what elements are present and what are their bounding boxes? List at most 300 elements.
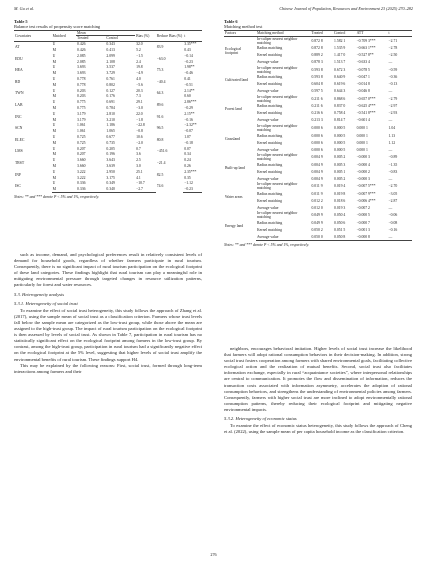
- paragraph: To examine the effect of economic status heterogeneity, this study follows the approach of Cheng et al. (2022), using the sample mean of per capita household income as the classification criterion.: [224, 423, 412, 435]
- table-cell: 0.802: [106, 82, 115, 87]
- table-cell: 0.049 9: [311, 220, 323, 225]
- reduce-bias-cell: 83.9: [156, 45, 164, 50]
- table-cell: −0.08: [388, 220, 398, 225]
- table-cell: 1.186: [106, 123, 115, 128]
- table-cell: 0.837 0: [334, 104, 346, 109]
- table-row: [224, 182, 412, 190]
- table-cell: 22.0: [136, 111, 143, 116]
- table-cell: −2.0: [136, 140, 143, 145]
- table6-block: [224, 19, 412, 247]
- table-cell: 0.778: [77, 82, 86, 87]
- table-cell: 0.593 8: [311, 67, 323, 72]
- table-cell: 0.019 3: [334, 205, 346, 210]
- table-cell: −0.14: [184, 53, 193, 58]
- table-cell: 3.639: [106, 163, 115, 168]
- table6-header-cell: t: [388, 30, 412, 36]
- table-cell: −2.87: [388, 198, 398, 203]
- table-cell: Average value: [256, 89, 279, 94]
- table-cell: U: [52, 111, 56, 116]
- covariate-cell: TRST: [15, 161, 25, 166]
- table-cell: 0.000 1: [356, 126, 368, 131]
- table-cell: In-caliper nearest neighbor matching: [256, 94, 298, 103]
- table-cell: 0.005 2: [334, 155, 346, 160]
- table-cell: Radius matching: [256, 162, 283, 167]
- table-cell: 0.24: [184, 158, 191, 163]
- table-cell: 3.0: [136, 163, 141, 168]
- table-cell: 0.814 7: [334, 118, 346, 123]
- table-cell: 2.4: [136, 59, 141, 64]
- table-cell: 0.207: [77, 152, 86, 157]
- table-row: [224, 211, 412, 219]
- table-cell: M: [52, 82, 56, 87]
- table-cell: 3.660: [77, 163, 86, 168]
- table-cell: 0.050 0: [310, 234, 333, 241]
- table-cell: −0.000 7: [356, 220, 370, 225]
- table-cell: 2.085: [77, 59, 86, 64]
- table-cell: Average value: [256, 60, 279, 65]
- section-heading: 5.3. Heterogeneity analysis: [14, 291, 65, 297]
- table-cell: 0.725: [77, 134, 86, 139]
- table-cell: 25.1: [136, 169, 143, 174]
- table-cell: 0.597 5: [311, 89, 323, 94]
- table-cell: 1.065: [106, 129, 115, 134]
- table-cell: 0.336: [77, 181, 86, 186]
- table-cell: −0.83: [388, 169, 398, 174]
- table-cell: 1.04: [388, 126, 396, 131]
- table-cell: 0.000 5: [334, 140, 346, 145]
- table-cell: 1.417 0: [334, 53, 346, 58]
- table-cell: 3.6: [136, 152, 141, 157]
- table-cell: 1.13: [388, 133, 396, 138]
- table-cell: M: [52, 129, 56, 134]
- table-cell: M: [52, 175, 56, 180]
- table-cell: 2.15**: [184, 111, 195, 116]
- table-cell: 0.205: [106, 146, 115, 151]
- table-cell: 0.778: [77, 76, 86, 81]
- table6: [224, 30, 412, 241]
- table-cell: Radius matching: [256, 75, 283, 80]
- table-cell: −0.89: [388, 155, 398, 160]
- table-cell: −0.007 2: [356, 205, 370, 210]
- table-cell: 0.004 9: [311, 169, 323, 174]
- table-cell: 0.872 8: [311, 38, 323, 43]
- table-cell: Kernel matching: [256, 140, 283, 145]
- table6-header-cell: Matching method: [256, 30, 311, 36]
- table-row: [224, 153, 412, 161]
- reduce-bias-cell: 91.6: [156, 114, 164, 119]
- table-cell: 0.000 6: [311, 147, 323, 152]
- table-cell: M: [52, 47, 56, 52]
- table-cell: 3.175: [106, 175, 115, 180]
- table-cell: 3.643: [106, 158, 115, 163]
- table-cell: 2.86***: [184, 100, 197, 105]
- table-cell: 3.35***: [184, 42, 197, 47]
- table-cell: 0.426: [77, 47, 86, 52]
- header-authors: M. Gu et al.: [14, 6, 35, 11]
- table-cell: −0.000 5: [356, 213, 370, 218]
- covariate-cell: LAB: [15, 103, 23, 108]
- right-body-text: [224, 346, 412, 435]
- table-cell: In-caliper nearest neighbor matching: [256, 124, 298, 133]
- table-cell: 0.050 6: [334, 220, 346, 225]
- table-cell: —: [388, 205, 393, 210]
- reduce-bias-cell: 74.6: [156, 184, 164, 189]
- table-cell: −5.6: [136, 82, 143, 87]
- table-cell: −2.93: [388, 111, 398, 116]
- table-cell: M: [52, 71, 56, 76]
- table-cell: U: [52, 123, 56, 128]
- table-cell: 0.340: [105, 186, 135, 192]
- table-cell: In-caliper nearest neighbor matching: [256, 65, 298, 74]
- page-number: 276: [210, 552, 217, 557]
- table-cell: −0.007 5***: [356, 184, 376, 189]
- table-cell: 0.000 1: [356, 133, 368, 138]
- table-cell: 0.43: [184, 47, 191, 52]
- table-cell: −2.79: [388, 96, 398, 101]
- table-cell: −0.014 8: [356, 82, 370, 87]
- table-cell: −2.78: [388, 46, 398, 51]
- factor-cell: Water areas: [225, 194, 243, 199]
- reduce-bias-cell: 80.8: [156, 137, 164, 142]
- table-cell: M: [52, 117, 56, 122]
- table-cell: 0.41: [184, 76, 191, 81]
- table5-note: Notes: ** and *** denote P < 5% and 1%, respectively.: [14, 194, 100, 199]
- table-cell: Kernel matching: [256, 228, 283, 232]
- table-cell: 2.35***: [184, 169, 197, 174]
- table-cell: —: [388, 118, 393, 123]
- table-cell: 5.2: [136, 47, 141, 52]
- table-cell: 0.203: [77, 88, 86, 93]
- table5-header-cell: Reduce Bias (%): [156, 30, 183, 41]
- table-cell: 0.196: [106, 152, 115, 157]
- subsection-heading: 5.3.1. Heterogeneity of social trust: [14, 300, 78, 306]
- table-cell: −0.709 3***: [356, 38, 376, 43]
- covariate-cell: AT: [15, 45, 20, 50]
- factor-cell: Built-up land: [225, 165, 245, 170]
- subsection-heading: 5.3.2. Heterogeneity of economic status: [224, 416, 297, 422]
- table-cell: −2.97: [388, 104, 398, 109]
- covariate-cell: INF: [15, 172, 22, 177]
- table-cell: 0.735: [106, 140, 115, 145]
- table-cell: 20.3: [136, 88, 143, 93]
- table-cell: 19.8: [136, 65, 143, 70]
- covariate-cell: TWN: [15, 91, 24, 96]
- table-cell: 0.000 1: [356, 147, 368, 152]
- table5-header-cell: Bias (%): [135, 30, 156, 41]
- table-cell: —: [388, 147, 393, 152]
- table5-header-cell: t: [183, 30, 202, 41]
- table-cell: 3.222: [77, 175, 86, 180]
- table-cell: 0.004 9: [311, 155, 323, 160]
- table-cell: 0.004 9: [311, 162, 323, 167]
- table-cell: 4.1: [136, 175, 141, 180]
- table-cell: 0.878 3: [311, 60, 323, 65]
- table-cell: 0.000 5: [334, 126, 346, 131]
- table-cell: 0.012 0: [311, 205, 323, 210]
- table-cell: Average value: [256, 147, 279, 152]
- table-cell: 0.677: [106, 134, 115, 139]
- table-cell: 0.019 4: [334, 184, 346, 189]
- table-cell: Average value: [256, 118, 279, 123]
- table-cell: 1.513 7: [334, 60, 346, 65]
- table-cell: 0.640 9: [334, 75, 346, 80]
- table-cell: −0.541 8***: [356, 111, 376, 116]
- table-cell: −0.46: [184, 71, 193, 76]
- table-cell: 0.784: [106, 105, 115, 110]
- covariate-cell: SCN: [15, 126, 23, 131]
- table-cell: M: [52, 59, 56, 64]
- table-cell: 0.176: [106, 94, 115, 99]
- reduce-bias-cell: 64.3: [156, 91, 164, 96]
- table-cell: 0.050 8: [333, 234, 356, 241]
- table-cell: 7.3: [136, 94, 141, 99]
- table-cell: −0.000 2: [356, 169, 370, 174]
- table-cell: 0.7: [136, 146, 141, 151]
- table-cell: −0.000 3: [356, 176, 370, 181]
- table-cell: −0.657 0***: [356, 96, 376, 101]
- table-cell: 0.011 9: [311, 191, 323, 196]
- table-cell: U: [52, 158, 56, 163]
- table-cell: −0.663 1***: [356, 46, 376, 51]
- table-cell: 0.216 6: [311, 111, 323, 116]
- table-cell: −2.32**: [184, 123, 197, 128]
- table-cell: 0.000 6: [311, 133, 323, 138]
- factor-cell: Forest land: [225, 107, 242, 112]
- table-cell: 1.061: [77, 123, 86, 128]
- table-cell: 0.004 9: [311, 176, 323, 181]
- table-cell: 0.07: [184, 146, 191, 151]
- reduce-bias-cell: 89.6: [156, 103, 164, 108]
- table-cell: U: [52, 181, 56, 186]
- table-cell: 0.349: [106, 181, 115, 186]
- paragraph: To examine the effect of social trust heterogeneity, this study follows the approach of Zhang et al. (2017), using the sample mean of social trust as a classification criterion. Farmers whose trust levels fall below the sample mean are categorized as the low-trust group, while those above the mean are assigned to the high-trust group. The impact of rural tourism participation on the ecological footprint is then assessed by levels of social trust. As shown in Table 7, participation in rural tourism has no statistically significant effect on the ecological footprint among farmers in the low-trust group. By contrast, among the high-trust group, participation in rural tourism had a significantly negative effect on the ecological footprint at the 5% level, suggesting that higher levels of social trust amplify the environmental benefits of rural tourism. These findings support H4.: [14, 307, 202, 362]
- table-cell: −22.8: [136, 123, 145, 128]
- table-cell: 0.127: [106, 88, 115, 93]
- table5-header-cell: Matched: [52, 30, 76, 41]
- table-cell: −1.5: [136, 53, 143, 58]
- reduce-bias-cell: −21.4: [156, 161, 166, 166]
- table-cell: −0.000 8: [356, 234, 388, 241]
- table-cell: −0.001 3: [356, 228, 370, 232]
- table5-label: Table 5: [14, 19, 28, 24]
- table-cell: —: [388, 234, 412, 241]
- table-cell: —: [388, 60, 393, 65]
- reduce-bias-cell: −40.4: [156, 79, 166, 84]
- factor-cell: Cultivated land: [225, 78, 249, 83]
- table-cell: −0.36: [388, 75, 398, 80]
- table-cell: In-caliper nearest neighbor matching: [256, 182, 298, 191]
- table-cell: −0.18: [184, 140, 193, 145]
- table-cell: 0.000 6: [311, 126, 323, 131]
- table-cell: −1.35: [388, 162, 398, 167]
- table-cell: 0.049 9: [311, 213, 323, 218]
- covariate-cell: RD: [15, 79, 21, 84]
- table-cell: U: [52, 42, 56, 47]
- table-cell: 0.775: [77, 100, 86, 105]
- table-cell: 0.213 3: [311, 118, 323, 123]
- table-cell: 29.1: [136, 100, 143, 105]
- table-row: [224, 124, 412, 132]
- table-cell: U: [52, 146, 56, 151]
- table-cell: Average value: [256, 176, 279, 181]
- table5-block: [14, 19, 202, 199]
- table-cell: U: [52, 53, 56, 58]
- table5-caption: [14, 19, 202, 30]
- table-cell: 0.005 1: [334, 169, 346, 174]
- table-cell: 2.810: [106, 111, 115, 116]
- table6-header-cell: ATT: [356, 30, 388, 36]
- table-cell: 0.000 1: [356, 140, 368, 145]
- table-cell: 0.019 8: [334, 191, 346, 196]
- table-cell: 1.582 1: [334, 38, 346, 43]
- table-cell: 1.12: [388, 140, 396, 145]
- table-cell: −0.16: [184, 117, 193, 122]
- table-cell: −0.06: [388, 213, 398, 218]
- table-cell: −0.625 4***: [356, 104, 376, 109]
- table-cell: Radius matching: [256, 133, 283, 138]
- table-cell: 0.000 5: [334, 133, 346, 138]
- table-cell: U: [52, 65, 56, 70]
- table-cell: M: [52, 105, 56, 110]
- table-cell: 0.005 3: [334, 162, 346, 167]
- covariate-cell: HEA: [15, 68, 23, 73]
- table-cell: 1.07: [184, 134, 191, 139]
- table-cell: −2.50: [388, 53, 398, 58]
- table-cell: −0.000 4: [356, 162, 370, 167]
- table-cell: Average value: [256, 234, 311, 241]
- table6-header-cell: Control: [333, 30, 356, 36]
- table6-note: Notes: ** and *** denote P < 5% and 1%, respectively.: [224, 243, 310, 248]
- table-cell: 0.005 2: [334, 176, 346, 181]
- table6-caption: [224, 19, 412, 30]
- table-cell: 0.012 2: [311, 198, 323, 203]
- table-cell: 0.000 6: [311, 140, 323, 145]
- table-cell: 3.210: [106, 117, 115, 122]
- table-cell: Kernel matching: [256, 53, 283, 58]
- table-cell: −0.07: [184, 129, 193, 134]
- table-cell: −0.23: [184, 59, 193, 64]
- table-cell: Kernel matching: [256, 111, 283, 116]
- table-cell: −10.7: [136, 181, 145, 186]
- table-cell: 4.0: [136, 76, 141, 81]
- table-cell: Average value: [256, 205, 279, 210]
- table-cell: 0.000 5: [334, 147, 346, 152]
- table-cell: 0.775: [77, 105, 86, 110]
- table-cell: 1.98**: [184, 65, 195, 70]
- table-cell: −0.078 5: [356, 67, 370, 72]
- table-cell: −0.047 1: [356, 75, 370, 80]
- covariate-cell: ELEC: [15, 137, 25, 142]
- table-cell: 0.60: [184, 94, 191, 99]
- table-cell: −0.23: [183, 186, 202, 192]
- table-cell: −2.71: [388, 38, 398, 43]
- reduce-bias-cell: −451.6: [156, 149, 168, 154]
- factor-cell: Energy land: [225, 224, 244, 228]
- table6-title: Matching method test: [224, 24, 263, 30]
- table-cell: 0.26: [184, 163, 191, 168]
- table-cell: U: [52, 169, 56, 174]
- covariate-cell: LMS: [15, 149, 23, 154]
- table-cell: 0.35: [184, 175, 191, 180]
- factor-cell: Grassland: [225, 136, 240, 141]
- table-cell: 1.535 9: [334, 46, 346, 51]
- table-cell: 0.593 8: [311, 75, 323, 80]
- table-cell: 0.211 6: [311, 104, 323, 109]
- table-cell: −0.527 8**: [356, 53, 374, 58]
- table-cell: 0.011 9: [311, 184, 323, 189]
- left-body-text: [14, 252, 202, 375]
- table-cell: In-caliper nearest neighbor matching: [256, 153, 298, 162]
- table-cell: 0.761: [106, 76, 115, 81]
- table-row: [224, 36, 412, 45]
- table-cell: In-caliper nearest neighbor matching: [256, 211, 298, 220]
- table-row: [14, 41, 202, 47]
- table-cell: 3.729: [106, 71, 115, 76]
- table5-subheader-cell: Control: [105, 36, 135, 42]
- table-cell: 1.061: [77, 129, 86, 134]
- table-cell: −0.000 3: [356, 155, 370, 160]
- table-cell: U: [52, 100, 56, 105]
- covariate-cell: ISC: [15, 184, 21, 189]
- reduce-bias-cell: 75.3: [156, 68, 164, 73]
- paragraph: neighbors, encourages behavioral imitation. Higher levels of social trust increase the likelihood that farmers will adopt rational consumption behaviors in their decision-making. In addition, strong social trust fosters cooperation among farmers with shared environmental goals, facilitating collective ecological action and the realization of mutual benefits. Second, social trust also facilitates information exchange, especially in rural “acquaintance societies”, where interpersonal relationships are central to communication. It promotes the flow and dissemination of information, reduces the transaction costs associated with information asymmetry, accelerates the adoption of rational consumption behaviors, and strengthens the understanding of environmental policies among farmers. Consequently, farmers with higher social trust are more inclined to adopt environmentally rational consumption patterns, thereby reducing their ecological footprint and mitigating negative environmental impacts.: [224, 346, 412, 412]
- table-cell: 0.207: [77, 146, 86, 151]
- reduce-bias-cell: −63.0: [156, 56, 166, 61]
- table-cell: −4.9: [136, 71, 143, 76]
- table-cell: 0.413: [106, 47, 115, 52]
- table-cell: 0.889 2: [311, 53, 323, 58]
- table-cell: 0.051 5: [334, 228, 346, 232]
- table-cell: 0.868 6: [334, 96, 346, 101]
- table-cell: M: [52, 94, 56, 99]
- table5-header-cell: Covariates: [14, 30, 52, 41]
- table-cell: Radius matching: [256, 220, 283, 225]
- reduce-bias-cell: 82.5: [156, 172, 164, 177]
- table-cell: 0.203: [77, 94, 86, 99]
- table6-header-cell: Treated: [310, 30, 333, 36]
- table-cell: 0.672 3: [334, 67, 346, 72]
- table-cell: In-caliper nearest neighbor matching: [256, 36, 298, 45]
- table-cell: −0.006 4***: [356, 198, 376, 203]
- table-row: [224, 95, 412, 103]
- table-cell: 2.085: [77, 53, 86, 58]
- table-cell: 3.693: [77, 65, 86, 70]
- table-cell: −0.13: [388, 82, 398, 87]
- table-cell: U: [52, 88, 56, 93]
- table-cell: 2.108: [106, 59, 115, 64]
- table-cell: 0.050 4: [334, 213, 346, 218]
- table-cell: Kernel matching: [256, 82, 283, 87]
- table-cell: 0.691: [106, 100, 115, 105]
- table-cell: 0.644 3: [334, 89, 346, 94]
- table-cell: 2.099: [106, 53, 115, 58]
- table-cell: Radius matching: [256, 46, 283, 51]
- running-header: [14, 6, 413, 14]
- table-cell: 3.660: [77, 158, 86, 163]
- table-cell: 3.693: [77, 71, 86, 76]
- table-cell: −0.51: [184, 82, 193, 87]
- table-cell: 0.343: [106, 42, 115, 47]
- table-cell: 2.14**: [184, 88, 195, 93]
- factor-cell: Ecological footprint: [225, 47, 242, 56]
- table-cell: M: [52, 140, 56, 145]
- table5-header-cell: Mean: [76, 30, 135, 36]
- table-cell: 3.179: [77, 111, 86, 116]
- table-row: [224, 66, 412, 74]
- table5-subheader-cell: Treated: [76, 36, 105, 42]
- table-cell: −0.007 9***: [356, 191, 376, 196]
- covariate-cell: INC: [15, 114, 22, 119]
